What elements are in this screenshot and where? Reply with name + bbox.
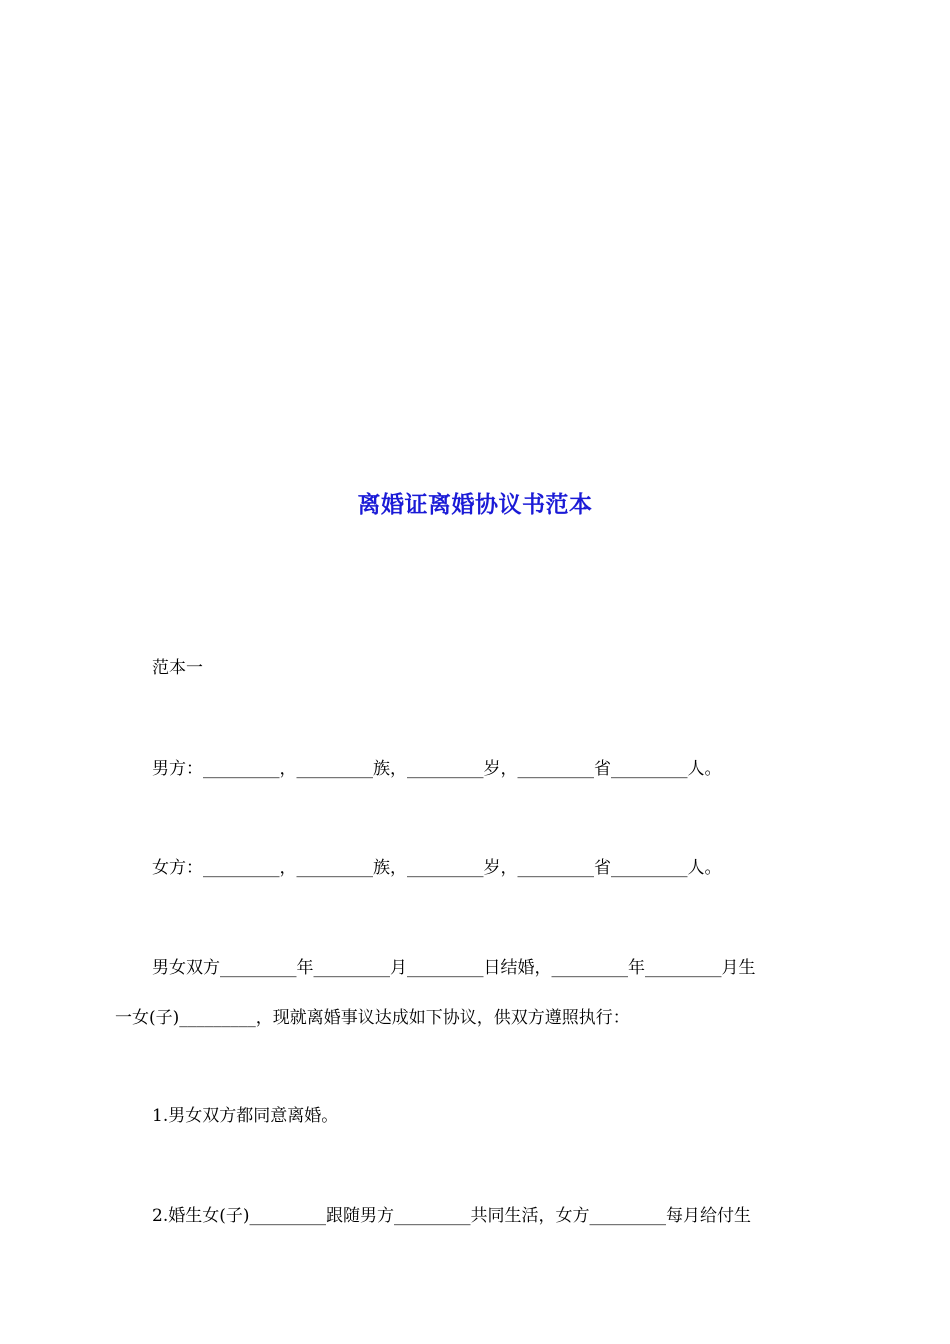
section-heading: 范本一 xyxy=(152,658,203,678)
party-female-line: 女方：_________，_________族，_________岁，_________省_________人。 xyxy=(152,858,722,878)
clause-2: 2.婚生女(子)_________跟随男方_________共同生活，女方_________每月给付生 xyxy=(152,1206,751,1226)
party-male-line: 男方：_________，_________族，_________岁，_________省_________人。 xyxy=(152,759,722,779)
clause-1: 1.男女双方都同意离婚。 xyxy=(152,1106,339,1126)
marriage-info-line: 男女双方_________年_________月_________日结婚，_________年_________月生 xyxy=(152,958,756,978)
marriage-info-continued: 一女(子)_________，现就离婚事议达成如下协议，供双方遵照执行： xyxy=(115,1008,630,1028)
document-title: 离婚证离婚协议书范本 xyxy=(357,491,593,518)
